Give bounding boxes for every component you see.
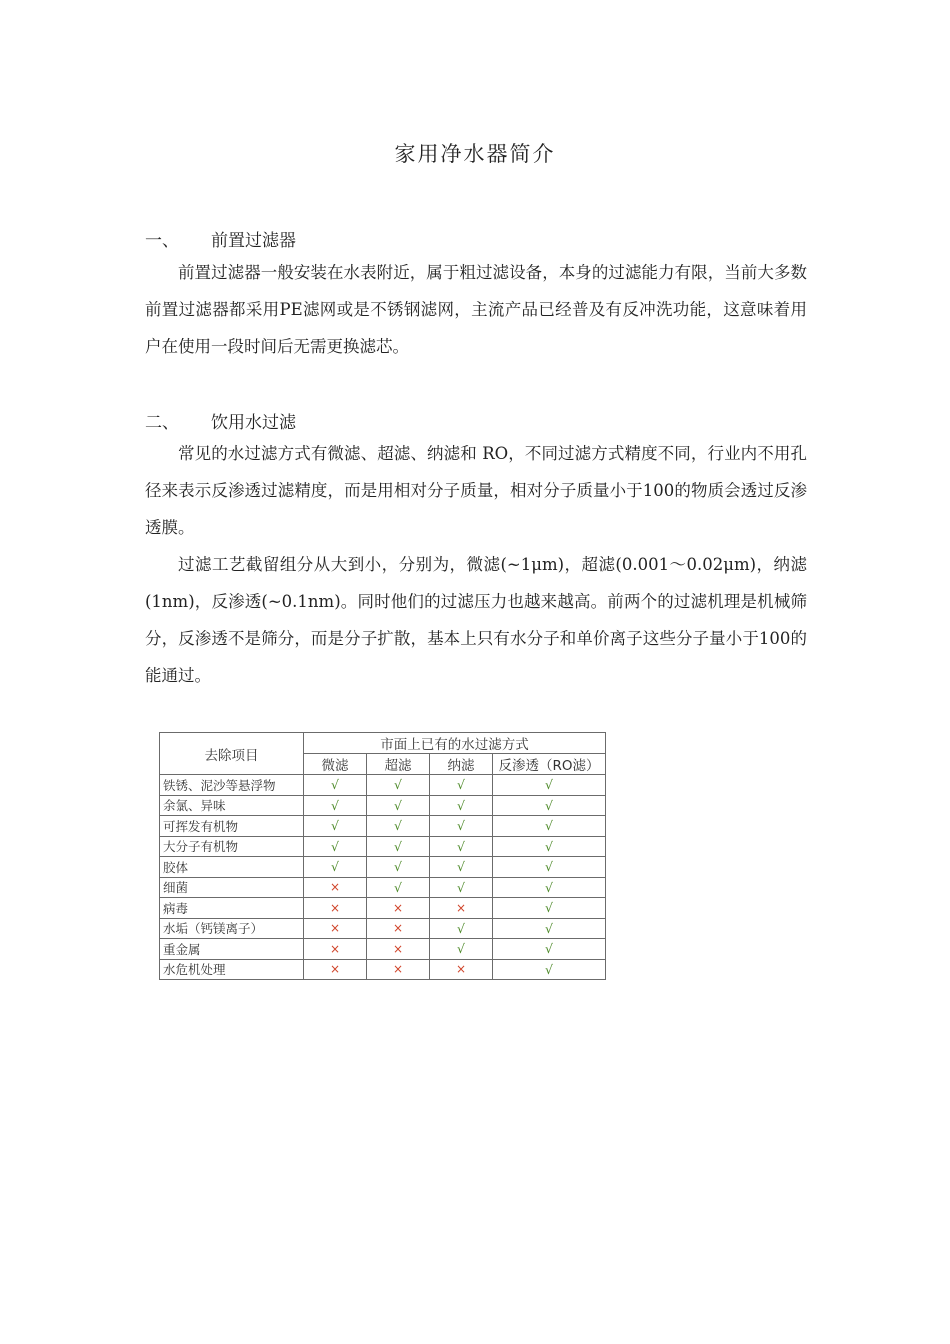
section-heading-2 — [145, 408, 296, 433]
section-title: 饮用水过滤 — [211, 413, 296, 433]
filtration-table-wrapper — [159, 732, 606, 980]
table-row — [160, 877, 606, 898]
cross-mark: × — [304, 898, 367, 919]
check-mark: √ — [304, 836, 367, 857]
check-mark: √ — [493, 816, 606, 837]
check-mark: √ — [367, 857, 430, 878]
row-item-label: 铁锈、泥沙等悬浮物 — [160, 775, 304, 796]
group-column-header: 市面上已有的水过滤方式 — [304, 733, 606, 754]
section-heading-1 — [145, 226, 296, 251]
check-mark: √ — [304, 857, 367, 878]
row-item-label: 余氯、异味 — [160, 795, 304, 816]
cross-mark: × — [304, 918, 367, 939]
check-mark: √ — [304, 816, 367, 837]
item-column-header: 去除项目 — [160, 733, 304, 775]
row-item-label: 水垢（钙镁离子） — [160, 918, 304, 939]
check-mark: √ — [367, 816, 430, 837]
row-item-label: 细菌 — [160, 877, 304, 898]
table-row — [160, 959, 606, 980]
paragraph: 常见的水过滤方式有微滤、超滤、纳滤和 RO，不同过滤方式精度不同，行业内不用孔径来表示反渗透过滤精度，而是用相对分子质量，相对分子质量小于100的物质会透过反渗透膜。 — [145, 444, 807, 537]
section-number: 二、 — [145, 413, 179, 433]
check-mark: √ — [430, 918, 493, 939]
paragraph: 过滤工艺截留组分从大到小，分别为，微滤(~1μm)，超滤(0.001～0.02μm)，纳滤(1nm)，反渗透(~0.1nm)。同时他们的过滤压力也越来越高。前两个的过滤机理是机械筛分，反渗透不是筛分，而是分子扩散，基本上只有水分子和单价离子这些分子量小于100的能通过。 — [145, 555, 807, 685]
table-row — [160, 857, 606, 878]
table-row — [160, 795, 606, 816]
check-mark: √ — [367, 836, 430, 857]
row-item-label: 重金属 — [160, 939, 304, 960]
check-mark: √ — [367, 795, 430, 816]
column-header: 纳滤 — [430, 754, 493, 775]
check-mark: √ — [430, 816, 493, 837]
check-mark: √ — [430, 939, 493, 960]
table-header-row — [160, 733, 606, 754]
cross-mark: × — [430, 959, 493, 980]
paragraph: 前置过滤器一般安装在水表附近，属于粗过滤设备，本身的过滤能力有限，当前大多数前置过滤器都采用PE滤网或是不锈钢滤网，主流产品已经普及有反冲洗功能，这意味着用户在使用一段时间后无需更换滤芯。 — [145, 263, 807, 356]
table-row — [160, 775, 606, 796]
check-mark: √ — [493, 795, 606, 816]
check-mark: √ — [493, 918, 606, 939]
cross-mark: × — [367, 898, 430, 919]
cross-mark: × — [430, 898, 493, 919]
row-item-label: 水危机处理 — [160, 959, 304, 980]
cross-mark: × — [304, 877, 367, 898]
table-row — [160, 939, 606, 960]
table-body — [160, 775, 606, 980]
check-mark: √ — [304, 775, 367, 796]
row-item-label: 可挥发有机物 — [160, 816, 304, 837]
check-mark: √ — [493, 775, 606, 796]
check-mark: √ — [304, 795, 367, 816]
check-mark: √ — [430, 877, 493, 898]
check-mark: √ — [493, 877, 606, 898]
table-row — [160, 816, 606, 837]
column-header: 超滤 — [367, 754, 430, 775]
table-row — [160, 836, 606, 857]
section-title: 前置过滤器 — [211, 231, 296, 251]
check-mark: √ — [430, 795, 493, 816]
row-item-label: 大分子有机物 — [160, 836, 304, 857]
check-mark: √ — [430, 836, 493, 857]
check-mark: √ — [367, 877, 430, 898]
column-header: 反渗透（RO滤） — [493, 754, 606, 775]
filtration-comparison-table — [159, 732, 606, 980]
column-header: 微滤 — [304, 754, 367, 775]
cross-mark: × — [304, 959, 367, 980]
row-item-label: 胶体 — [160, 857, 304, 878]
check-mark: √ — [430, 775, 493, 796]
check-mark: √ — [493, 939, 606, 960]
check-mark: √ — [430, 857, 493, 878]
table-row — [160, 918, 606, 939]
check-mark: √ — [493, 836, 606, 857]
check-mark: √ — [493, 959, 606, 980]
cross-mark: × — [304, 939, 367, 960]
table-row — [160, 898, 606, 919]
section-number: 一、 — [145, 231, 179, 251]
cross-mark: × — [367, 939, 430, 960]
cross-mark: × — [367, 959, 430, 980]
document-title: 家用净水器简介 — [394, 142, 556, 166]
cross-mark: × — [367, 918, 430, 939]
check-mark: √ — [493, 857, 606, 878]
check-mark: √ — [367, 775, 430, 796]
check-mark: √ — [493, 898, 606, 919]
row-item-label: 病毒 — [160, 898, 304, 919]
